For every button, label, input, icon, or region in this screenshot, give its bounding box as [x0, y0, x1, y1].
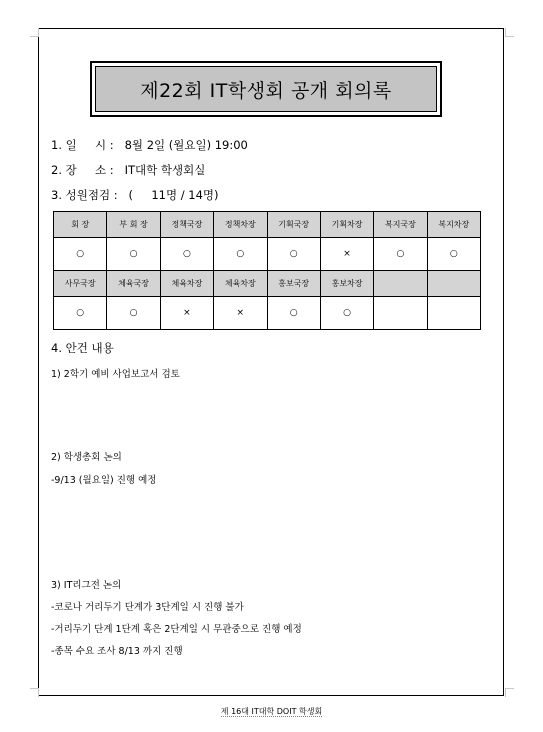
role-header: 체육차장: [214, 271, 267, 297]
role-header: 회 장: [54, 212, 107, 238]
agenda-item-3-title: 3) IT리그전 논의: [51, 580, 122, 591]
table-row: [54, 271, 481, 297]
table-row: [54, 212, 481, 238]
role-header: 체육차장: [160, 271, 213, 297]
role-header: 체육국장: [107, 271, 160, 297]
attendance-mark: ○: [54, 238, 107, 271]
role-header: 기획국장: [267, 212, 320, 238]
agenda-item-3-line-3: -종목 수요 조사 8/13 까지 진행: [51, 646, 183, 657]
empty-value-cell: [374, 297, 427, 330]
page-border: [38, 28, 504, 696]
meeting-place: 2. 장 소 : IT대학 학생회실: [51, 163, 206, 177]
agenda-item-3-line-2: -거리두기 단계 1단계 혹은 2단계일 시 무관중으로 진행 예정: [51, 624, 302, 635]
table-row: [54, 238, 481, 271]
attendance-mark: ○: [374, 238, 427, 271]
role-header: 복지국장: [374, 212, 427, 238]
agenda-item-1-title: 1) 2학기 예비 사업보고서 검토: [51, 369, 180, 380]
role-header: 사무국장: [54, 271, 107, 297]
agenda-item-2-title: 2) 학생총회 논의: [51, 452, 122, 463]
role-header: 홍보국장: [267, 271, 320, 297]
empty-header-cell: [427, 271, 480, 297]
role-header: 기획차장: [320, 212, 373, 238]
agenda-item-2-line-1: -9/13 (월요일) 진행 예정: [51, 475, 157, 486]
attendance-table: [53, 211, 481, 330]
title-box: [90, 61, 442, 117]
agenda-heading: 4. 안건 내용: [51, 341, 114, 355]
footer-text: 제 16대 IT대학 DOIT 학생회: [220, 707, 323, 716]
attendance-mark: ×: [214, 297, 267, 330]
attendance-mark: ○: [267, 297, 320, 330]
table-row: [54, 297, 481, 330]
empty-value-cell: [427, 297, 480, 330]
corner-mark-bottom-left: [30, 688, 39, 697]
corner-mark-top-right: [505, 28, 514, 37]
role-header: 홍보차장: [320, 271, 373, 297]
page-footer: [0, 706, 543, 717]
attendance-mark: ○: [320, 297, 373, 330]
corner-mark-top-left: [30, 28, 39, 37]
attendance-mark: ○: [267, 238, 320, 271]
attendance-mark: ×: [160, 297, 213, 330]
meeting-date: 1. 일 시 : 8월 2일 (월요일) 19:00: [51, 138, 248, 152]
role-header: 부 회 장: [107, 212, 160, 238]
document-title: 제22회 IT학생회 공개 회의록: [95, 66, 437, 112]
role-header: 정책차장: [214, 212, 267, 238]
attendance-mark: ○: [160, 238, 213, 271]
empty-header-cell: [374, 271, 427, 297]
corner-mark-bottom-right: [505, 688, 514, 697]
agenda-item-3-line-1: -코로나 거리두기 단계가 3단계일 시 진행 불가: [51, 602, 244, 613]
attendance-mark: ○: [107, 297, 160, 330]
role-header: 복지차장: [427, 212, 480, 238]
attendance-mark: ×: [320, 238, 373, 271]
attendance-mark: ○: [214, 238, 267, 271]
attendance-mark: ○: [107, 238, 160, 271]
attendance-mark: ○: [54, 297, 107, 330]
attendance-mark: ○: [427, 238, 480, 271]
attendance-count: 3. 성원점검 : ( 11명 / 14명): [51, 188, 219, 202]
role-header: 정책국장: [160, 212, 213, 238]
